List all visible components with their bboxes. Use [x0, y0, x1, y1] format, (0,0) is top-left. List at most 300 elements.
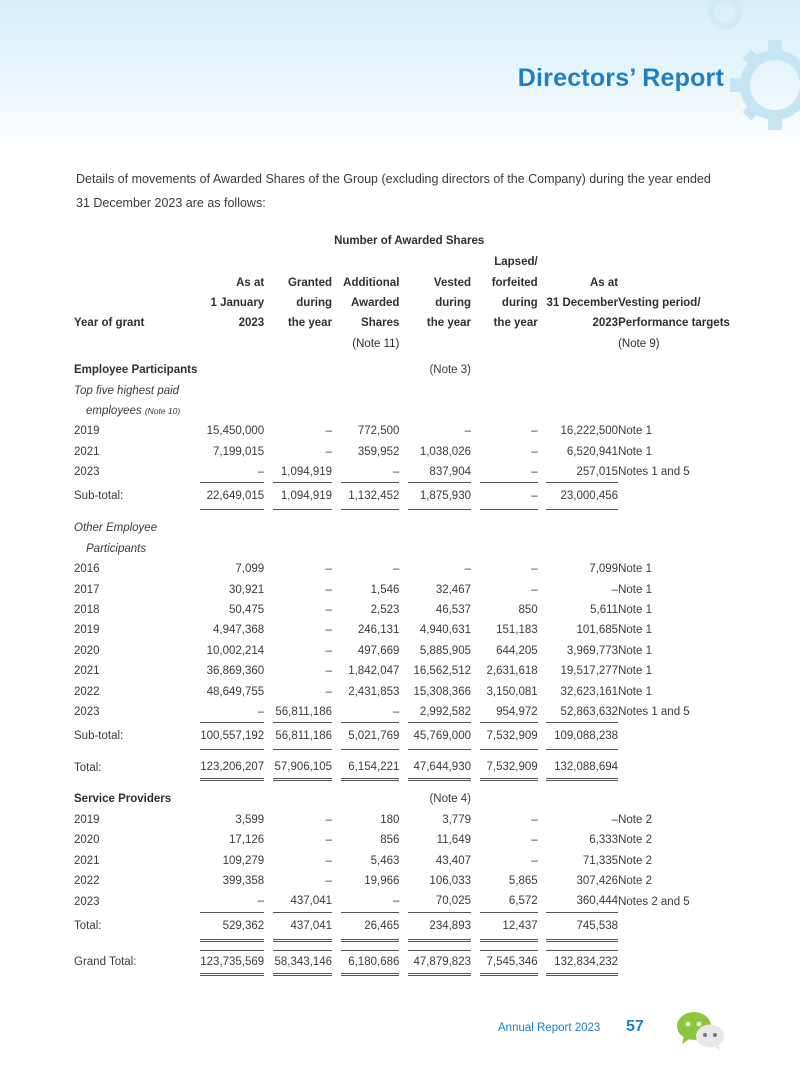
section-note: (Note 4): [429, 793, 471, 806]
column-gap: [471, 810, 480, 830]
column-header: Granted: [287, 276, 333, 289]
table-row: [74, 620, 730, 640]
column-gap: [538, 360, 547, 380]
table-cell: 22,649,015: [200, 483, 264, 510]
table-cell: [341, 539, 400, 559]
column-gap: [264, 789, 273, 809]
column-gap: [471, 360, 480, 380]
table-cell: 7,099: [235, 563, 265, 576]
column-header: [546, 252, 618, 272]
column-gap: [264, 780, 273, 790]
column-gap: [538, 780, 547, 790]
column-gap: [332, 401, 341, 421]
table-cell: 2019: [74, 624, 100, 637]
column-gap: [399, 579, 408, 599]
column-gap: [332, 830, 341, 850]
column-gap: [399, 539, 408, 559]
column-gap: [264, 579, 273, 599]
table-cell: 2023: [74, 466, 100, 479]
column-gap: [332, 756, 341, 780]
table-row: [74, 641, 730, 661]
column-gap: [471, 421, 480, 441]
column-header: [273, 334, 332, 354]
table-cell: Total:: [74, 761, 102, 774]
table-cell: [618, 756, 730, 780]
column-header: [273, 252, 332, 272]
column-gap: [538, 723, 547, 750]
column-gap: [471, 252, 480, 272]
table-cell: –: [325, 445, 333, 458]
table-cell: 26,465: [341, 912, 400, 940]
table-cell: [618, 483, 730, 510]
table-cell: 3,599: [235, 813, 265, 826]
table-cell: [200, 360, 264, 380]
column-gap: [538, 789, 547, 809]
table-cell: 4,940,631: [419, 624, 471, 637]
table-cell: 1,038,026: [419, 445, 471, 458]
table-cell: 2017: [74, 583, 100, 596]
table-cell: [546, 940, 618, 950]
table-cell: [200, 940, 264, 950]
column-gap: [471, 510, 480, 519]
table-cell: 497,669: [357, 644, 400, 657]
column-gap: [264, 681, 273, 701]
table-cell: [273, 974, 332, 982]
table-cell: [341, 360, 400, 380]
column-gap: [471, 483, 480, 510]
table-cell: 3,969,773: [566, 644, 619, 657]
table-cell: [480, 401, 538, 421]
table-cell: 360,444: [576, 895, 619, 908]
column-gap: [471, 940, 480, 950]
column-gap: [332, 252, 341, 272]
table-cell: 1,546: [370, 583, 400, 596]
column-gap: [332, 974, 341, 982]
table-cell: 6,520,941: [566, 445, 619, 458]
column-gap: [264, 723, 273, 750]
column-gap: [332, 360, 341, 380]
column-gap: [264, 380, 273, 400]
table-cell: –: [531, 445, 538, 458]
table-cell: [200, 510, 264, 519]
column-gap: [332, 661, 341, 681]
column-gap: [471, 518, 480, 538]
table-cell: 16,562,512: [413, 665, 471, 678]
column-gap: [332, 272, 341, 292]
column-header: 2023: [592, 317, 619, 330]
column-header: [408, 334, 471, 354]
table-cell: Note 1: [618, 624, 652, 637]
table-cell: [618, 723, 730, 750]
column-gap: [332, 850, 341, 870]
table-cell: [618, 380, 730, 400]
table-cell: Note 2: [618, 813, 652, 826]
table-cell: 50,475: [229, 604, 265, 617]
table-cell: –: [480, 483, 538, 510]
subsection-label: employees: [86, 404, 145, 417]
column-gap: [332, 462, 341, 483]
table-cell: 2023: [74, 895, 100, 908]
column-gap: [399, 789, 408, 809]
column-gap: [264, 483, 273, 510]
table-cell: [341, 780, 400, 790]
column-gap: [471, 871, 480, 891]
table-cell: 2020: [74, 644, 100, 657]
column-gap: [538, 293, 547, 313]
column-gap: [264, 401, 273, 421]
table-cell: 2022: [74, 685, 100, 698]
column-gap: [332, 510, 341, 519]
table-cell: 2,992,582: [419, 706, 471, 718]
column-gap: [471, 380, 480, 400]
table-cell: 7,532,909: [480, 723, 538, 750]
column-gap: [264, 974, 273, 982]
table-cell: 2023: [74, 706, 100, 719]
column-gap: [399, 421, 408, 441]
table-cell: 2019: [74, 425, 100, 438]
table-cell: 5,463: [370, 854, 400, 867]
column-gap: [264, 810, 273, 830]
column-gap: [399, 559, 408, 579]
column-gap: [264, 620, 273, 640]
column-gap: [471, 620, 480, 640]
column-header: Vesting period/: [618, 296, 701, 309]
table-header-row: [74, 252, 730, 272]
table-cell: [480, 360, 538, 380]
column-gap: [538, 810, 547, 830]
table-cell: [341, 510, 400, 519]
table-cell: [408, 974, 471, 982]
table-row: [74, 579, 730, 599]
table-cell: 1,842,047: [348, 665, 400, 678]
table-cell: [200, 974, 264, 982]
column-gap: [538, 483, 547, 510]
table-cell: 772,500: [357, 425, 400, 438]
table-cell: [480, 510, 538, 519]
column-gap: [332, 559, 341, 579]
table-cell: 246,131: [357, 624, 400, 637]
table-cell: –: [325, 813, 333, 826]
column-header: [74, 252, 200, 272]
table-cell: 856: [380, 834, 400, 847]
table-cell: Grand Total:: [74, 956, 137, 969]
table-cell: [546, 539, 618, 559]
column-gap: [538, 600, 547, 620]
table-row: [74, 510, 730, 519]
column-gap: [264, 641, 273, 661]
table-cell: 1,875,930: [408, 483, 471, 510]
column-gap: [538, 974, 547, 982]
table-header-row: [74, 313, 730, 333]
table-header-row: [74, 272, 730, 292]
table-cell: [480, 539, 538, 559]
subtotal-row: [74, 723, 730, 750]
column-gap: [471, 756, 480, 780]
column-gap: [332, 912, 341, 940]
table-cell: Note 1: [618, 685, 652, 698]
column-gap: [264, 293, 273, 313]
table-cell: –: [392, 563, 400, 576]
column-gap: [471, 702, 480, 723]
column-gap: [264, 442, 273, 462]
column-gap: [399, 950, 408, 974]
table-cell: [618, 539, 730, 559]
chat-icon[interactable]: [676, 1010, 726, 1052]
column-gap: [538, 850, 547, 870]
table-cell: 11,649: [436, 834, 471, 847]
table-cell: –: [531, 813, 538, 826]
column-gap: [399, 510, 408, 519]
column-gap: [471, 559, 480, 579]
table-cell: Note 1: [618, 583, 652, 596]
table-cell: –: [531, 425, 538, 438]
column-gap: [399, 850, 408, 870]
table-row: [74, 559, 730, 579]
column-gap: [538, 950, 547, 974]
table-cell: 6,572: [508, 895, 538, 908]
footer-report-label: Annual Report 2023: [498, 1022, 601, 1034]
table-cell: [546, 380, 618, 400]
column-header: [341, 252, 400, 272]
table-cell: 5,865: [508, 874, 538, 887]
table-cell: 17,126: [229, 834, 265, 847]
table-cell: –: [257, 466, 265, 479]
table-cell: 109,088,238: [546, 723, 618, 750]
table-cell: 234,893: [408, 912, 471, 940]
table-cell: [273, 518, 332, 538]
table-row: [74, 421, 730, 441]
table-group-header-row: [74, 230, 730, 252]
table-cell: Note 2: [618, 834, 652, 847]
column-gap: [471, 950, 480, 974]
table-cell: [546, 401, 618, 421]
table-cell: [273, 360, 332, 380]
table-cell: 70,025: [435, 895, 471, 908]
column-gap: [538, 620, 547, 640]
column-header: 2023: [238, 317, 265, 330]
column-gap: [538, 702, 547, 723]
table-cell: 529,362: [200, 912, 264, 940]
table-cell: [200, 539, 264, 559]
column-header: 31 December: [546, 296, 619, 309]
group-header-number-of-awarded-shares: Number of Awarded Shares: [334, 235, 485, 247]
column-header: forfeited: [491, 276, 538, 289]
grand-total-row: [74, 950, 730, 974]
table-cell: [74, 974, 200, 982]
table-cell: 5,885,905: [419, 644, 471, 657]
table-cell: 644,205: [496, 644, 538, 657]
column-header: [200, 334, 264, 354]
table-cell: [618, 401, 730, 421]
column-header: Vested: [433, 276, 471, 289]
column-gap: [332, 579, 341, 599]
column-gap: [264, 940, 273, 950]
table-row: [74, 702, 730, 723]
table-cell: 5,021,769: [341, 723, 400, 750]
table-cell: –: [325, 834, 333, 847]
column-gap: [471, 830, 480, 850]
column-gap: [399, 871, 408, 891]
column-gap: [538, 661, 547, 681]
table-cell: [618, 518, 730, 538]
table-cell: 56,811,186: [273, 723, 332, 750]
table-cell: Sub-total:: [74, 730, 124, 743]
page-number: 57: [626, 1018, 644, 1035]
column-gap: [399, 442, 408, 462]
column-gap: [471, 641, 480, 661]
column-gap: [538, 313, 547, 333]
column-gap: [538, 912, 547, 940]
table-cell: Note 1: [618, 644, 652, 657]
column-gap: [471, 891, 480, 912]
table-cell: –: [325, 854, 333, 867]
column-header: Performance targets: [618, 317, 730, 330]
table-cell: 132,834,232: [546, 950, 618, 974]
column-gap: [538, 401, 547, 421]
table-cell: Notes 2 and 5: [618, 895, 690, 908]
column-gap: [471, 579, 480, 599]
column-gap: [399, 702, 408, 723]
table-cell: 5,611: [590, 604, 619, 617]
column-gap: [264, 421, 273, 441]
intro-paragraph: Details of movements of Awarded Shares of the Group (excluding directors of the Company) during the year ended 31 December 2023 are as follows:: [76, 172, 711, 210]
table-row: [74, 789, 730, 809]
table-cell: [200, 401, 264, 421]
column-gap: [399, 380, 408, 400]
column-gap: [538, 559, 547, 579]
table-cell: Notes 1 and 5: [618, 706, 690, 719]
table-cell: 52,863,632: [560, 706, 619, 718]
table-header-row: [74, 293, 730, 313]
column-gap: [399, 252, 408, 272]
table-cell: 16,222,500: [560, 425, 619, 438]
column-header: [480, 334, 538, 354]
table-cell: [618, 789, 730, 809]
table-cell: –: [325, 685, 333, 698]
column-gap: [471, 789, 480, 809]
column-gap: [538, 539, 547, 559]
table-cell: Note 1: [618, 445, 652, 458]
column-gap: [264, 510, 273, 519]
table-cell: –: [325, 874, 333, 887]
column-header: Lapsed/: [494, 256, 538, 269]
table-row: [74, 462, 730, 483]
table-cell: –: [325, 665, 333, 678]
table-cell: [74, 940, 200, 950]
table-cell: 46,537: [435, 604, 471, 617]
table-cell: 2020: [74, 834, 100, 847]
column-gap: [264, 462, 273, 483]
subsection-note: (Note 10): [144, 405, 181, 416]
column-gap: [264, 850, 273, 870]
column-gap: [399, 360, 408, 380]
table-cell: 123,206,207: [200, 761, 265, 774]
column-gap: [399, 401, 408, 421]
table-cell: –: [531, 466, 538, 479]
table-cell: 151,183: [496, 624, 538, 637]
table-cell: –: [531, 854, 538, 867]
column-gap: [399, 293, 408, 313]
column-header: [74, 293, 200, 313]
column-gap: [332, 380, 341, 400]
table-cell: 57,906,105: [274, 761, 333, 774]
table-cell: 109,279: [222, 854, 265, 867]
column-gap: [399, 641, 408, 661]
table-cell: [408, 539, 471, 559]
table-cell: Sub-total:: [74, 490, 124, 503]
table-cell: Note 2: [618, 854, 652, 867]
column-gap: [399, 756, 408, 780]
table-row: [74, 661, 730, 681]
subsection-label: Top five highest paid: [74, 384, 180, 397]
column-gap: [538, 421, 547, 441]
table-cell: 15,450,000: [206, 425, 265, 438]
column-gap: [471, 272, 480, 292]
table-cell: 745,538: [546, 912, 618, 940]
table-cell: 2019: [74, 813, 100, 826]
column-gap: [471, 780, 480, 790]
table-cell: 1,132,452: [341, 483, 400, 510]
column-header: during: [296, 296, 333, 309]
subsection-label: Participants: [86, 542, 147, 555]
column-header: the year: [426, 317, 471, 330]
column-gap: [538, 940, 547, 950]
table-cell: [618, 950, 730, 974]
table-cell: 7,532,909: [486, 761, 538, 774]
column-gap: [471, 313, 480, 333]
table-cell: [273, 401, 332, 421]
table-cell: –: [464, 425, 471, 438]
table-cell: [74, 510, 200, 519]
column-gap: [332, 789, 341, 809]
table-cell: [618, 940, 730, 950]
table-cell: 359,952: [357, 445, 400, 458]
column-gap: [538, 462, 547, 483]
column-gap: [399, 830, 408, 850]
column-gap: [332, 620, 341, 640]
table-cell: 6,180,686: [341, 950, 400, 974]
column-gap: [399, 272, 408, 292]
column-gap: [399, 780, 408, 790]
column-gap: [332, 313, 341, 333]
table-cell: [618, 230, 730, 252]
table-cell: [408, 380, 471, 400]
table-cell: [74, 780, 200, 790]
column-gap: [471, 462, 480, 483]
column-gap: [471, 850, 480, 870]
column-gap: [332, 442, 341, 462]
table-cell: –: [531, 834, 538, 847]
table-cell: 1,094,919: [280, 466, 333, 479]
column-header: Year of grant: [74, 317, 145, 330]
column-gap: [538, 442, 547, 462]
column-gap: [332, 641, 341, 661]
table-cell: 47,644,930: [413, 761, 471, 774]
table-cell: [273, 380, 332, 400]
table-cell: –: [325, 583, 333, 596]
column-gap: [538, 272, 547, 292]
table-cell: –: [325, 624, 333, 637]
table-cell: 15,308,366: [413, 685, 471, 698]
column-gap: [538, 641, 547, 661]
column-gap: [471, 334, 480, 354]
table-cell: [618, 360, 730, 380]
column-gap: [538, 830, 547, 850]
total-row: [74, 912, 730, 940]
column-gap: [471, 442, 480, 462]
table-cell: –: [257, 895, 265, 908]
table-cell: 19,966: [364, 874, 400, 887]
